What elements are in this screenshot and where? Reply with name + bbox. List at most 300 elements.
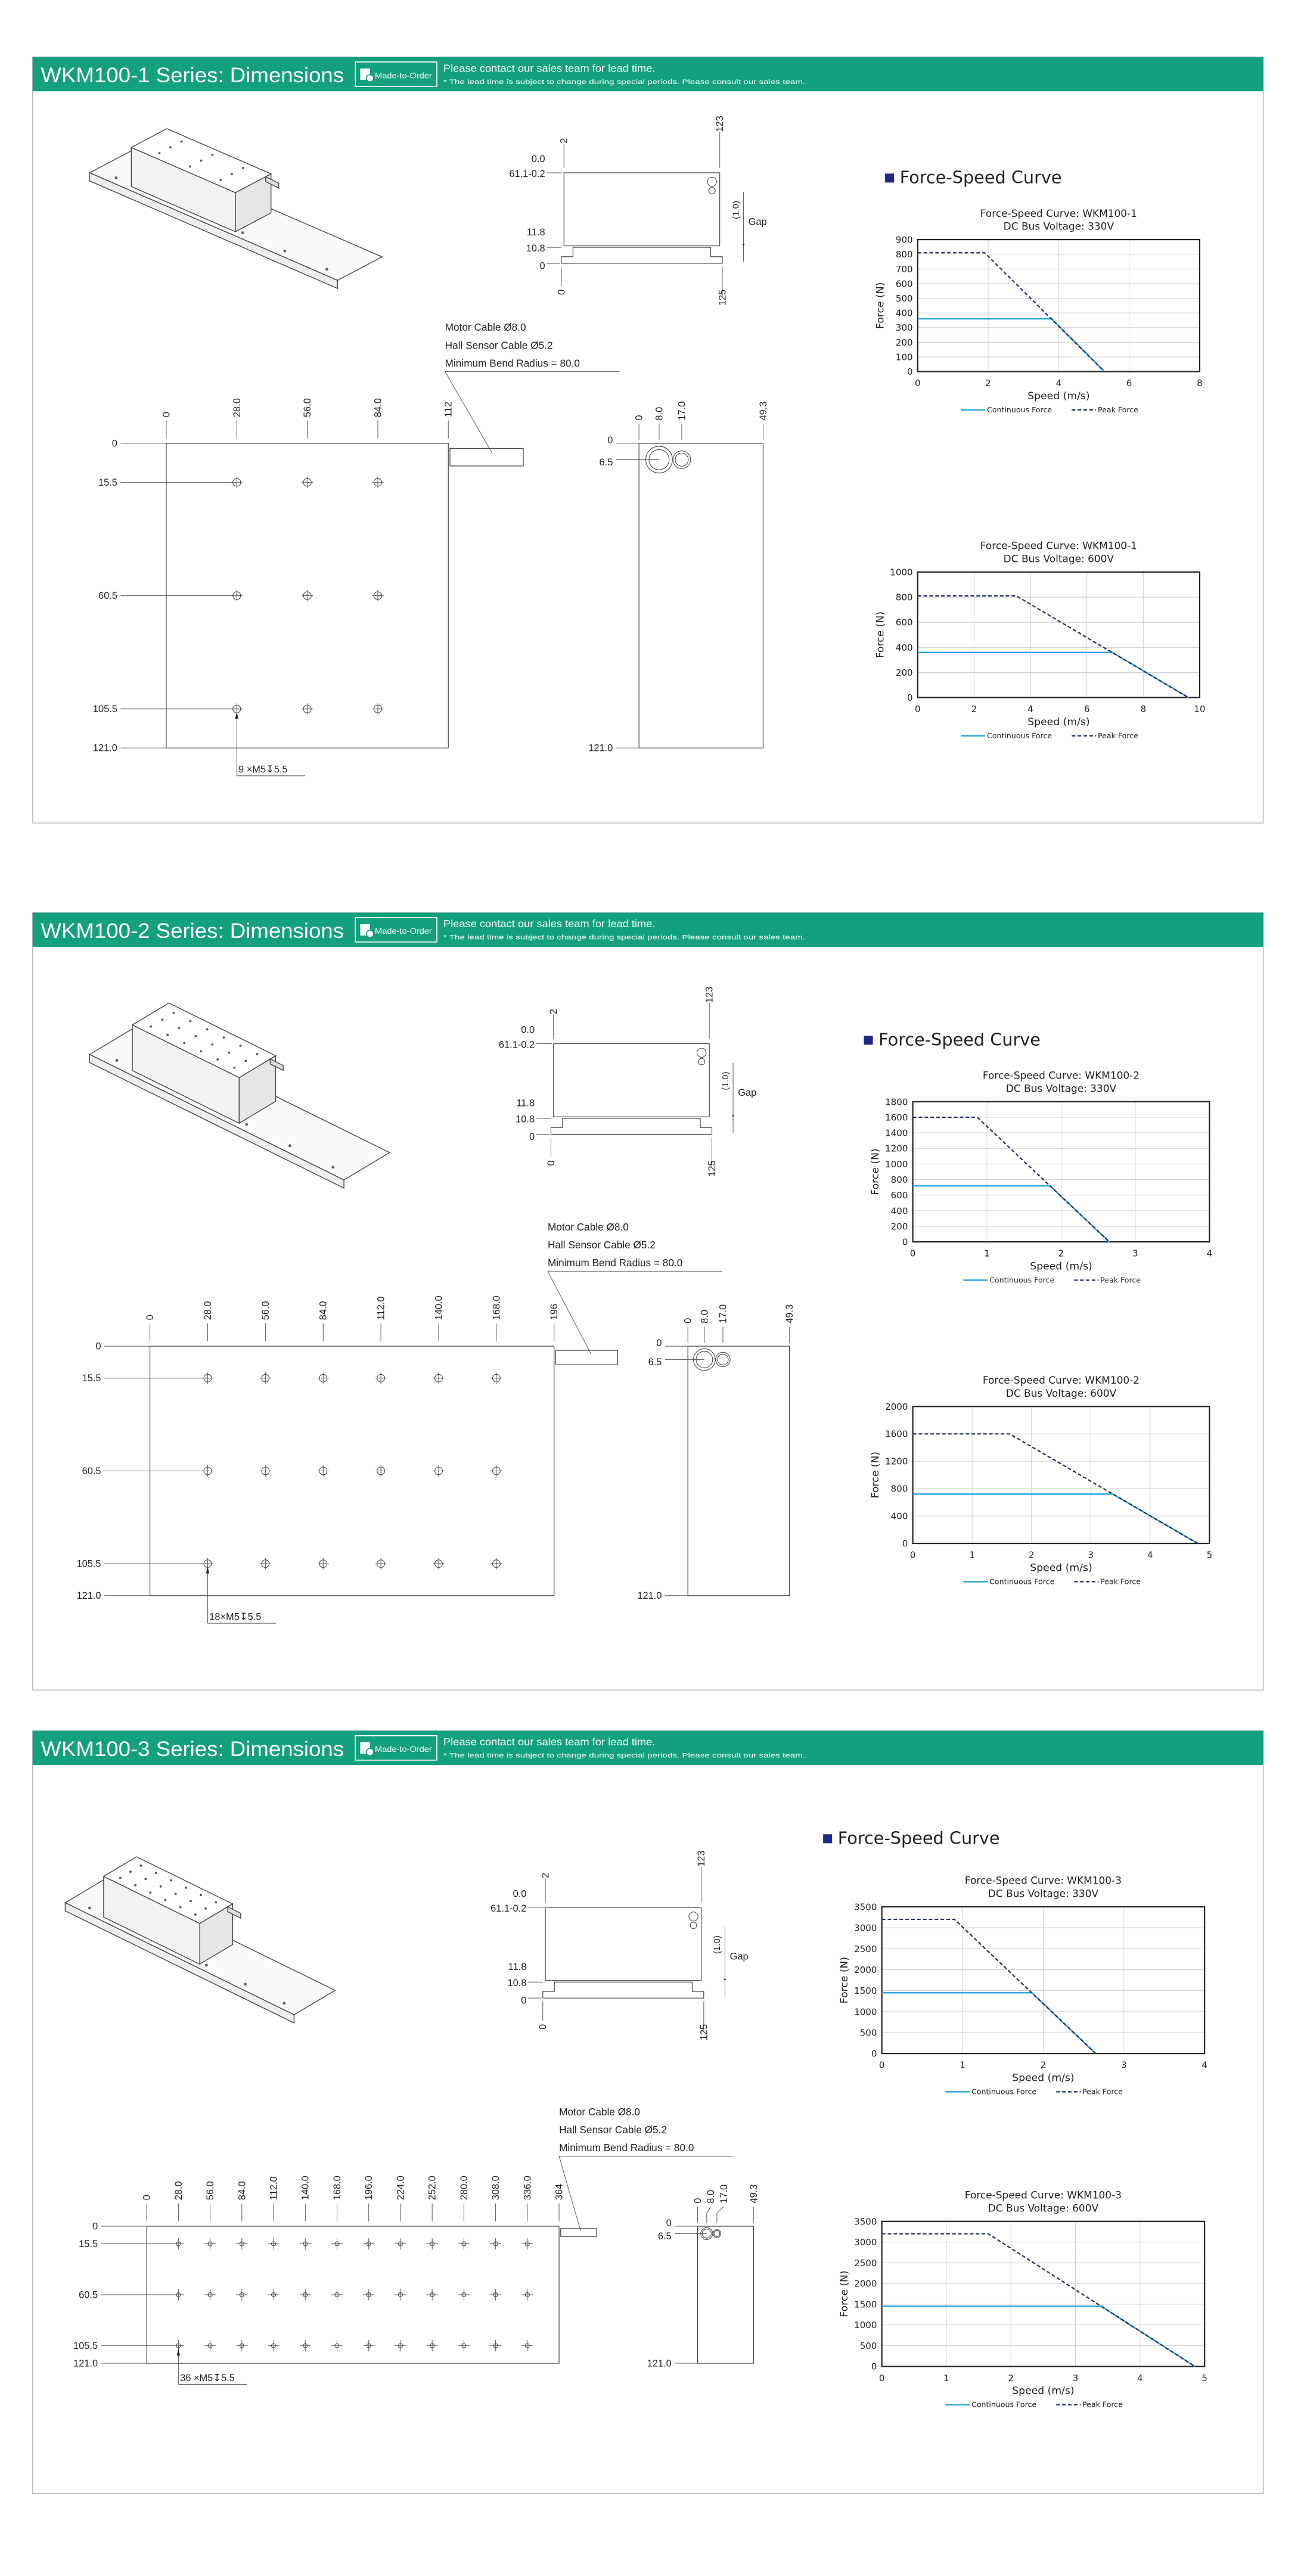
x-dimension-label: 28.0 [202,1301,213,1320]
x-tick-label: 4 [1027,704,1033,715]
mounting-hole [242,167,244,169]
forcer-outline [564,173,719,246]
legend-label: Peak Force [1100,1275,1141,1285]
y-dimension-label: 60.5 [79,2289,98,2301]
dimension-label: 10.8 [516,1114,535,1125]
y-dimension-label: 105.5 [76,1558,101,1570]
x-tick-label: 0 [915,378,921,389]
rail-hole [244,1983,247,1985]
chart-title: Force-Speed Curve: WKM100-3 [964,1874,1122,1887]
x-tick-label: 2 [1058,1248,1064,1259]
y-dimension-label: 121.0 [76,1590,101,1602]
x-axis-label: Speed (m/s) [1027,716,1090,729]
x-dimension-label: 56.0 [302,398,313,418]
y-dimension-label: 0 [111,438,117,449]
label-leader [707,2207,711,2213]
mounting-hole [194,1035,197,1037]
y-tick-label: 0 [871,2048,877,2059]
y-tick-label: 200 [895,337,913,348]
y-dimension-label: 15.5 [82,1373,101,1384]
y-tick-label: 400 [890,1205,908,1217]
x-dimension-label: 0 [682,1317,694,1323]
lead-time-note: Please contact our sales team for lead time. [443,918,656,930]
cable-note: Minimum Bend Radius = 80.0 [559,2142,694,2154]
dimension-label: 61.1-0.2 [490,1903,527,1914]
y-dimension-label: 15.5 [79,2238,98,2249]
heading-square-icon [823,1834,832,1843]
force-speed-heading [864,1030,1041,1050]
gap-label: Gap [738,1087,757,1098]
x-dimension-label: 49.3 [784,1304,796,1323]
x-dimension-label: 49.3 [748,2184,759,2204]
y-tick-label: 1000 [854,2006,877,2018]
y-dimension-label: 121.0 [92,742,117,754]
rail-hole [245,1123,248,1126]
dimension-label: 10.8 [526,243,545,254]
mounting-hole [244,1059,247,1062]
continuous-force-line [918,319,1104,372]
x-dimension-label: 17.0 [676,401,688,421]
y-tick-label: 2500 [854,1943,877,1954]
dimension-label: 0.0 [531,154,545,165]
x-dimension-label: 56.0 [205,2181,216,2201]
dimension-label: 0 [545,1160,557,1166]
x-dimension-label: 0 [634,415,645,421]
x-axis-label: Speed (m/s) [1027,390,1090,403]
check-icon [367,930,374,937]
cable-note: Motor Cable Ø8.0 [445,321,526,334]
gap-value: (1.0) [712,1935,723,1954]
mounting-hole [178,1027,180,1029]
cable-exit [561,2229,597,2236]
cable-note: Motor Cable Ø8.0 [559,2106,641,2118]
end-view-outline [639,443,763,748]
peak-force-line [882,2234,1195,2367]
y-axis-label: Force (N) [839,2270,851,2317]
y-tick-label: 0 [907,366,913,378]
chart-subtitle: DC Bus Voltage: 600V [1005,1387,1117,1399]
section-3 [33,1731,1263,2494]
x-tick-label: 2 [1028,1549,1035,1561]
mounting-hole [134,1884,136,1887]
dimension-label: 11.8 [526,226,545,238]
dimension-label: 0 [529,1132,535,1143]
mounting-hole [189,166,191,168]
section-title: WKM100-1 Series: Dimensions [41,63,344,88]
x-dimension-label: 8.0 [699,1310,710,1323]
x-tick-label: 3 [1088,1549,1094,1561]
x-dimension-label: 112.0 [268,2176,280,2201]
mounting-hole [173,1012,175,1014]
mounting-hole [179,1906,182,1909]
section-title: WKM100-3 Series: Dimensions [41,1736,344,1761]
y-dimension-label: 0 [656,1338,662,1349]
chart-subtitle: DC Bus Voltage: 600V [988,2202,1099,2214]
y-dimension-label: 15.5 [98,477,117,488]
mounting-hole [200,1894,202,1896]
x-dimension-label: 196 [549,1304,560,1320]
hall-cable-circle [673,451,691,469]
x-tick-label: 2 [1008,2372,1014,2384]
x-tick-label: 10 [1194,704,1206,715]
x-dimension-label: 0 [145,1315,156,1320]
x-dimension-label: 84.0 [372,398,384,418]
mounting-hole [164,1898,167,1901]
y-tick-label: 1000 [890,567,913,578]
badge-label: Made-to-Order [375,71,433,80]
hole-callout: 9 ×M5↧5.5 [238,764,288,775]
x-dimension-label: 28.0 [231,398,243,418]
y-tick-label: 800 [895,249,913,260]
dimension-label: 11.8 [508,1961,527,1972]
y-tick-label: 1600 [885,1428,908,1440]
hall-cable-circle [698,1058,705,1065]
side-view-drawing [490,1850,748,2040]
x-axis-label: Speed (m/s) [1012,2385,1075,2397]
heading-text: Force-Speed Curve [837,1828,1000,1848]
y-tick-label: 0 [902,1538,908,1549]
mounting-hole [228,1052,230,1054]
mounting-hole [155,1872,157,1874]
x-tick-label: 2 [985,378,991,389]
dimension-label: 61.1-0.2 [509,168,545,179]
top-view-drawing [73,2106,759,2384]
x-tick-label: 4 [1055,378,1062,389]
dimension-label: 123 [696,1850,707,1867]
x-dimension-label: 112 [443,402,454,418]
cable-exit [555,1350,617,1365]
mounting-hole [160,1885,162,1888]
motor-cable-circle [689,1912,698,1921]
y-tick-label: 900 [895,234,913,246]
legend-label: Continuous Force [987,405,1052,414]
y-tick-label: 3500 [854,1901,877,1913]
y-tick-label: 2500 [854,2257,877,2269]
y-axis-label: Force (N) [839,1956,851,2004]
dimension-label: 0 [538,2024,549,2030]
gap-arrow-icon [742,244,744,246]
cable-note: Minimum Bend Radius = 80.0 [445,357,580,369]
x-dimension-label: 28.0 [173,2181,184,2201]
y-tick-label: 2000 [854,2278,877,2289]
y-tick-label: 3500 [854,2216,877,2227]
heading-square-icon [885,173,894,182]
y-tick-label: 1400 [885,1127,908,1139]
y-tick-label: 500 [859,2340,877,2351]
y-dimension-label: 121.0 [637,1590,662,1602]
y-tick-label: 600 [895,617,913,628]
side-view-drawing [499,987,756,1177]
y-tick-label: 500 [859,2027,877,2039]
rail-hole [325,268,328,271]
x-axis-label: Speed (m/s) [1030,1562,1092,1574]
chart-title: Force-Speed Curve: WKM100-2 [982,1069,1140,1082]
force-speed-heading [823,1828,999,1848]
x-dimension-label: 112.0 [375,1296,387,1320]
gap-arrow-icon [732,1115,734,1117]
x-tick-label: 6 [1083,704,1090,715]
mounting-hole [139,1865,142,1867]
x-tick-label: 1 [960,2059,965,2071]
y-tick-label: 0 [871,2361,877,2372]
hall-cable-inner [675,453,688,466]
mounting-hole [211,154,213,156]
mounting-hole [190,1900,192,1903]
isometric-product-image [89,1003,389,1188]
x-tick-label: 5 [1201,2372,1207,2384]
cable-note: Hall Sensor Cable Ø5.2 [445,339,553,352]
cable-note: Minimum Bend Radius = 80.0 [547,1257,683,1269]
y-tick-label: 3000 [854,2237,877,2248]
stator-outline [543,1982,704,1998]
chart-title: Force-Speed Curve: WKM100-2 [982,1374,1140,1387]
cable-note: Hall Sensor Cable Ø5.2 [547,1239,656,1251]
gap-label: Gap [748,216,767,228]
y-tick-label: 300 [895,322,913,334]
mounting-hole [223,1036,225,1039]
y-tick-label: 1800 [885,1096,908,1108]
legend-label: Continuous Force [971,2400,1037,2409]
x-tick-label: 0 [909,1549,916,1561]
mounting-hole [204,1907,207,1910]
x-tick-label: 2 [1040,2059,1047,2071]
section-title: WKM100-2 Series: Dimensions [41,919,344,943]
rail-hole [205,1963,208,1966]
forcer-outline [545,1907,701,1981]
y-tick-label: 800 [890,1483,908,1494]
chart-title: Force-Speed Curve: WKM100-1 [980,539,1137,552]
y-dimension-label: 0 [95,1341,101,1352]
x-tick-label: 1 [984,1248,990,1259]
lead-time-subnote: * The lead time is subject to change during special periods. Please consult our sales team. [443,78,806,86]
x-dimension-label: 168.0 [491,1295,502,1320]
x-tick-label: 4 [1147,1549,1153,1561]
y-tick-label: 100 [895,352,913,363]
isometric-product-image [65,1857,335,2023]
y-tick-label: 400 [895,307,913,319]
y-dimension-label: 0 [666,2218,672,2229]
dimension-label: 0.0 [513,1888,527,1900]
badge-label: Made-to-Order [375,927,433,936]
x-dimension-label: 17.0 [718,1304,729,1323]
cable-note: Hall Sensor Cable Ø5.2 [559,2124,667,2136]
force-speed-chart [839,2189,1207,2409]
mounting-hole [119,1876,122,1879]
x-dimension-label: 252.0 [427,2176,438,2201]
stator-outline [561,247,722,263]
mounting-hole [181,141,183,143]
mounting-hole [233,1067,235,1069]
y-tick-label: 500 [895,293,913,304]
peak-force-line [918,253,1104,371]
force-speed-chart [839,1875,1207,2096]
mounting-hole [231,173,233,175]
dimension-label: 10.8 [507,1978,527,1989]
mounting-hole [169,146,172,148]
isometric-product-image [89,129,382,288]
dimension-label: 61.1-0.2 [498,1039,535,1051]
callout-arrow-icon [206,1567,209,1574]
x-tick-label: 4 [1201,2059,1207,2071]
y-tick-label: 400 [895,642,913,653]
y-tick-label: 1000 [854,2320,877,2331]
top-view-drawing [77,1221,796,1623]
side-view-drawing [509,116,766,306]
y-tick-label: 2000 [885,1401,908,1412]
continuous-force-line [913,1186,1110,1242]
hole-callout: 18×M5↧5.5 [209,1611,262,1623]
x-axis-label: Speed (m/s) [1012,2072,1075,2084]
y-tick-label: 0 [902,1236,908,1248]
mounting-hole [166,1034,169,1036]
plot-frame [882,2221,1205,2366]
force-speed-chart [870,1070,1212,1285]
mounting-hole [216,1058,219,1061]
chart-subtitle: DC Bus Voltage: 330V [1003,220,1114,232]
x-dimension-label: 84.0 [237,2181,248,2201]
y-tick-label: 600 [895,278,913,290]
mounting-hole [129,1870,132,1873]
x-dimension-label: 336.0 [522,2176,533,2201]
y-tick-label: 1500 [854,1985,877,1997]
x-tick-label: 4 [1206,1248,1213,1259]
x-dimension-label: 0 [161,412,172,418]
cable-exit [450,448,523,466]
x-tick-label: 0 [915,704,921,715]
dimension-label: 125 [717,289,728,306]
x-dimension-label: 140.0 [433,1295,445,1320]
section-2 [33,913,1263,1691]
force-speed-chart [874,207,1202,414]
hall-cable-inner [714,2230,720,2236]
y-tick-label: 600 [890,1190,908,1201]
x-dimension-label: 8.0 [705,2189,716,2204]
y-tick-label: 3000 [854,1922,877,1934]
x-tick-label: 8 [1140,704,1147,715]
chart-subtitle: DC Bus Voltage: 330V [1005,1082,1117,1095]
mounting-hole [206,1028,209,1031]
mounting-hole [159,152,161,154]
rail-hole [331,1166,334,1169]
y-dimension-label: 105.5 [73,2341,98,2352]
stator-outline [551,1118,712,1135]
y-tick-label: 1000 [885,1158,908,1170]
y-axis-label: Force (N) [874,282,887,330]
y-tick-label: 200 [890,1221,908,1232]
y-tick-label: 2000 [854,1964,877,1975]
mounting-hole [200,1050,202,1052]
y-tick-label: 800 [895,592,913,603]
x-tick-label: 0 [909,1248,916,1259]
dimension-label: 0.0 [521,1024,535,1036]
legend-label: Peak Force [1098,405,1138,414]
force-speed-chart [874,540,1205,740]
lead-time-subnote: * The lead time is subject to change during special periods. Please consult our sales team. [443,1752,806,1760]
end-view-outline [698,2226,754,2363]
badge-label: Made-to-Order [375,1745,433,1754]
y-dimension-label: 121.0 [73,2358,98,2369]
callout-arrow-icon [235,712,238,719]
y-dimension-label: 60.5 [82,1465,101,1477]
dimension-label: 0 [539,260,545,272]
y-dimension-label: 0 [607,434,613,446]
dimension-label: 125 [698,2024,710,2041]
rail-hole [116,1059,119,1062]
dimension-label: 0 [521,1995,527,2006]
heading-square-icon [864,1036,873,1045]
y-dimension-label: 0 [92,2221,98,2232]
mounting-hole [240,1045,242,1047]
y-tick-label: 1200 [885,1456,908,1467]
motor-cable-circle [707,177,716,186]
cable-note: Motor Cable Ø8.0 [547,1220,629,1233]
legend-label: Peak Force [1082,2400,1123,2409]
end-view-outline [688,1346,790,1596]
gap-value: (1.0) [731,200,741,219]
x-dimension-label: 84.0 [318,1301,329,1320]
dimension-label: 0 [556,289,567,295]
plot-frame [913,1406,1210,1543]
legend-label: Peak Force [1100,1577,1141,1586]
chart-title: Force-Speed Curve: WKM100-3 [964,2189,1122,2201]
mounting-hole [150,1026,152,1028]
section-header [33,913,1263,947]
y-tick-label: 1500 [854,2299,877,2310]
x-dimension-label: 0 [693,2198,704,2204]
gap-arrow-icon [724,1979,726,1981]
mounting-hole [256,1053,259,1055]
x-tick-label: 0 [878,2059,885,2071]
y-dimension-label: 6.5 [658,2230,672,2242]
y-dimension-label: 60.5 [98,591,117,602]
dimension-label: 125 [706,1160,718,1177]
mounting-hole [175,1893,177,1895]
x-tick-label: 1 [943,2372,949,2384]
rail-hole [114,176,117,179]
dimension-label: 123 [715,116,726,132]
y-tick-label: 1600 [885,1112,908,1123]
x-tick-label: 8 [1197,378,1203,389]
x-axis-label: Speed (m/s) [1030,1260,1092,1273]
x-dimension-label: 17.0 [718,2184,729,2204]
y-dimension-label: 121.0 [647,2358,672,2369]
x-dimension-label: 308.0 [490,2176,502,2201]
heading-text: Force-Speed Curve [878,1029,1041,1050]
y-tick-label: 800 [890,1174,908,1186]
y-axis-label: Force (N) [870,1148,882,1195]
mounting-hole [183,1042,185,1044]
y-tick-label: 0 [907,692,913,704]
section-header [33,57,1263,91]
check-icon [367,1748,374,1755]
x-tick-label: 3 [1120,2059,1127,2071]
y-axis-label: Force (N) [870,1452,882,1499]
y-dimension-label: 105.5 [92,704,117,715]
continuous-force-line [918,652,1188,698]
legend-label: Peak Force [1098,731,1138,740]
x-tick-label: 2 [971,704,977,715]
callout-arrow-icon [177,2349,180,2356]
dimension-label: 123 [704,986,715,1003]
x-tick-label: 1 [969,1549,975,1561]
mounting-hole [185,1887,187,1889]
rail-hole [288,1144,291,1147]
legend-label: Continuous Force [989,1275,1055,1285]
legend-label: Continuous Force [971,2087,1037,2096]
legend-label: Continuous Force [987,731,1052,740]
dimension-label: 11.8 [516,1098,535,1109]
label-leader [717,2207,724,2213]
